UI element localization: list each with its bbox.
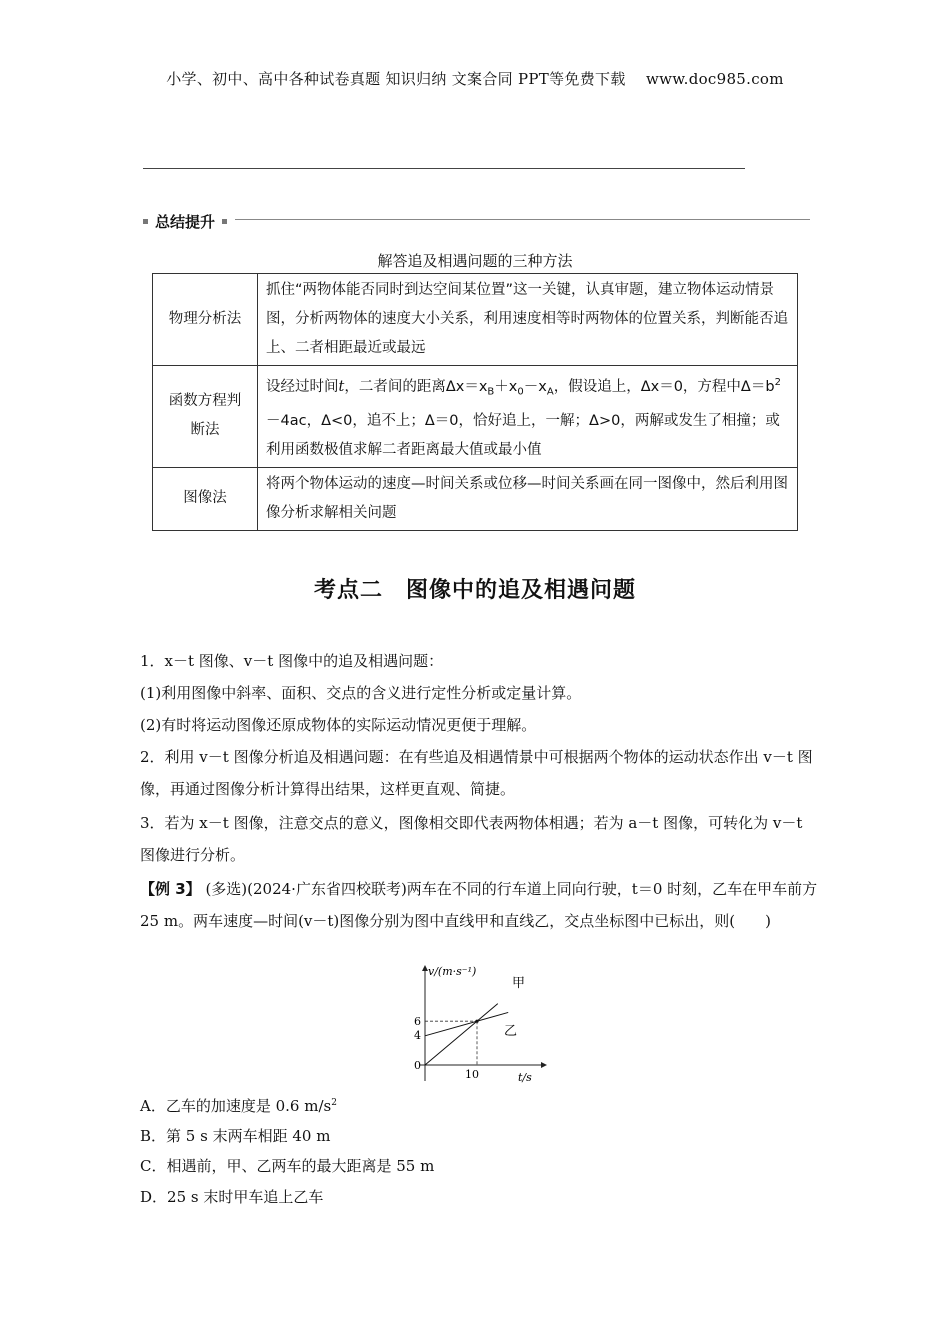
methods-table xyxy=(152,273,798,531)
method-name: 函数方程判断法 xyxy=(153,366,258,468)
summary-label-text: 总结提升 xyxy=(155,213,216,231)
option-c: C．相遇前，甲、乙两车的最大距离是 55 m xyxy=(140,1157,435,1175)
x-axis-arrow-icon xyxy=(541,1062,547,1068)
table-row xyxy=(153,274,798,366)
paragraph: (1)利用图像中斜率、面积、交点的含义进行定性分析或定量计算。 xyxy=(140,684,582,702)
header-divider xyxy=(143,168,745,169)
example-text: (多选)(2024·广东省四校联考)两车在不同的行车道上同向行驶，t＝0 时刻，乙车在甲车前方 25 m。两车速度—时间(v－t)图像分别为图中直线甲和直线乙，交点坐标图中已标出，则( ) xyxy=(140,880,818,930)
x-axis-label: t/s xyxy=(518,1071,532,1084)
paragraph: 2．利用 v－t 图像分析追及相遇问题：在有些追及相遇情景中可根据两个物体的运动状态作出 v－t 图像，再通过图像分析计算得出结果，这样更直观、简捷。 xyxy=(140,748,813,798)
option-b: B．第 5 s 末两车相距 40 m xyxy=(140,1127,331,1145)
table-row xyxy=(153,366,798,468)
summary-label xyxy=(143,211,227,232)
series-label-乙: 乙 xyxy=(504,1024,518,1039)
section-title: 考点二 图像中的追及相遇问题 xyxy=(313,578,636,603)
y-axis-label: v/(m·s⁻¹) xyxy=(428,965,477,978)
page-header: 小学、初中、高中各种试卷真题 知识归纳 文案合同 PPT等免费下载 www.doc985.com xyxy=(166,70,784,88)
tick-label-y-4: 4 xyxy=(414,1029,421,1042)
bullet-square-icon xyxy=(222,219,227,224)
series-line-乙 xyxy=(425,1012,508,1035)
table-row xyxy=(153,467,798,530)
series-label-甲: 甲 xyxy=(512,976,526,991)
series-line-甲 xyxy=(425,1004,498,1065)
option-d: D．25 s 末时甲车追上乙车 xyxy=(140,1188,324,1206)
bullet-square-icon xyxy=(143,219,148,224)
method-desc: 将两个物体运动的速度—时间关系或位移—时间关系画在同一图像中，然后利用图像分析求解相关问题 xyxy=(258,467,798,530)
tick-label-origin: 0 xyxy=(414,1059,421,1072)
method-desc: 抓住“两物体能否同时到达空间某位置”这一关键，认真审题，建立物体运动情景图，分析两物体的速度大小关系，利用速度相等时两物体的位置关系，判断能否追上、二者相距最近或最远 xyxy=(258,274,798,366)
intersection-point xyxy=(475,1020,478,1023)
method-name: 物理分析法 xyxy=(153,274,258,366)
example-question xyxy=(140,873,820,937)
vt-chart xyxy=(405,963,550,1085)
option-a: A．乙车的加速度是 0.6 $m/s^2$ xyxy=(140,1097,337,1115)
method-desc: 设经过时间t，二者间的距离$\Delta x=x_B+x_0-x_A$，假设追上，Δx＝0，方程中$\Delta=b^2-4ac$，Δ<0，追不上；Δ＝0，恰好追上，一解；Δ>0，两解或发生了相撞；或利用函数极值求解二者距离最大值或最小值 xyxy=(258,366,798,468)
method-name: 图像法 xyxy=(153,467,258,530)
tick-label-y-6: 6 xyxy=(414,1015,421,1028)
paragraph: (2)有时将运动图像还原成物体的实际运动情况更便于理解。 xyxy=(140,716,537,734)
table-title: 解答追及相遇问题的三种方法 xyxy=(377,252,573,270)
paragraph: 1．x－t 图像、v－t 图像中的追及相遇问题： xyxy=(140,652,444,670)
tick-label-x-10: 10 xyxy=(465,1068,479,1081)
summary-rule xyxy=(235,219,810,220)
example-tag: 【例 3】 xyxy=(140,880,201,898)
paragraph: 3．若为 x－t 图像，注意交点的意义，图像相交即代表两物体相遇；若为 a－t 图像，可转化为 v－t 图像进行分析。 xyxy=(140,814,803,864)
